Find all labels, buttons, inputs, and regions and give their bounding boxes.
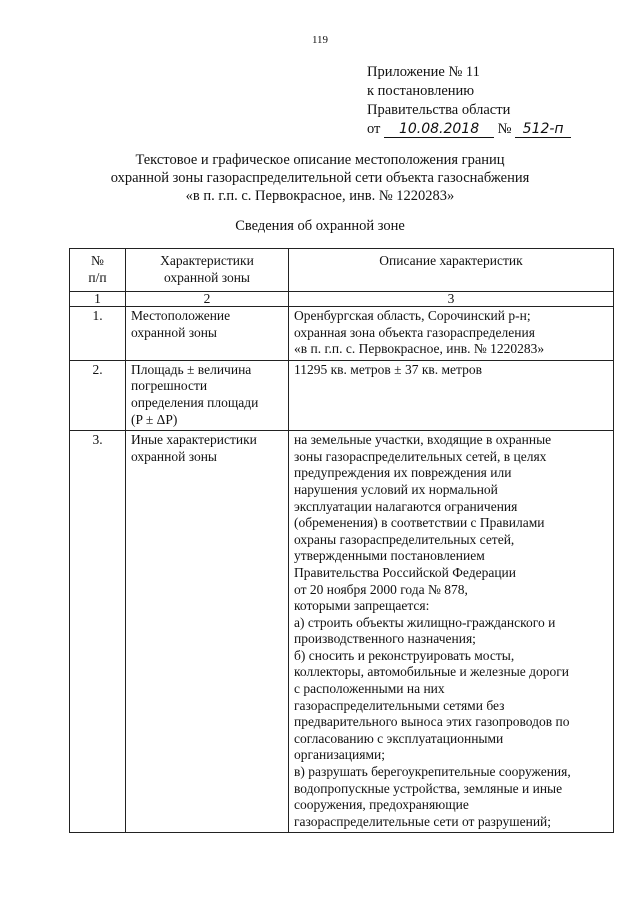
text-line: (обременения) в соответствии с Правилами bbox=[294, 515, 545, 531]
text-line: 11295 кв. метров ± 37 кв. метров bbox=[294, 361, 482, 377]
index-cell-1: 1 bbox=[70, 292, 126, 307]
row-description bbox=[289, 360, 614, 430]
appendix-block bbox=[367, 63, 571, 139]
text-line: с расположенными на них bbox=[294, 681, 445, 697]
title-line-2: охранной зоны газораспределительной сети объекта газоснабжения bbox=[110, 170, 530, 186]
row-characteristic bbox=[126, 307, 289, 361]
text-line: коллекторы, автомобильные и железные дороги bbox=[294, 664, 570, 680]
text-line: Оренбургская область, Сорочинский р-н; bbox=[294, 308, 531, 323]
appendix-line-3: Правительства области bbox=[367, 102, 511, 118]
row-description bbox=[289, 307, 614, 361]
appendix-date-row bbox=[367, 120, 571, 139]
table-index-row bbox=[70, 292, 614, 307]
header-characteristics bbox=[126, 249, 289, 292]
appendix-line-1: Приложение № 11 bbox=[367, 64, 480, 80]
text-line: производственного назначения; bbox=[294, 631, 476, 647]
header-number bbox=[70, 249, 126, 292]
number-label: № bbox=[497, 121, 512, 137]
page-number: 119 bbox=[311, 34, 329, 46]
header-characteristics-line-1: Характеристики bbox=[160, 252, 254, 268]
text-line: Местоположение bbox=[131, 308, 231, 323]
text-line: Площадь ± величина bbox=[131, 361, 252, 377]
zone-info-table bbox=[69, 248, 614, 833]
text-line: Иные характеристики bbox=[131, 432, 257, 448]
text-line: в) разрушать берегоукрепительные сооружения, bbox=[294, 764, 571, 780]
row-number: 2. bbox=[70, 360, 126, 430]
text-line: погрешности bbox=[131, 378, 208, 394]
text-line: охранной зоны bbox=[131, 448, 218, 464]
row-number: 1. bbox=[70, 307, 126, 361]
cut-off-next-line bbox=[180, 893, 570, 899]
text-line: предупреждения их повреждения или bbox=[294, 465, 512, 481]
document-title bbox=[0, 151, 640, 205]
section-subtitle: Сведения об охранной зоне bbox=[235, 218, 405, 234]
text-line: согласованию с эксплуатационными bbox=[294, 730, 504, 746]
index-cell-2: 2 bbox=[126, 292, 289, 307]
text-line: на земельные участки, входящие в охранные bbox=[294, 432, 552, 448]
table-row bbox=[70, 431, 614, 833]
text-line: нарушения условий их нормальной bbox=[294, 481, 498, 497]
handwritten-number: 512-п bbox=[515, 122, 571, 138]
text-line: организациями; bbox=[294, 747, 385, 763]
table-row bbox=[70, 307, 614, 361]
text-line: от 20 ноября 2000 года № 878, bbox=[294, 581, 468, 597]
header-number-line-2: п/п bbox=[88, 269, 107, 285]
header-number-line-1: № bbox=[91, 252, 104, 268]
text-line: предварительного выноса этих газопроводов по bbox=[294, 714, 570, 730]
text-line: определения площади bbox=[131, 394, 259, 410]
header-description: Описание характеристик bbox=[289, 249, 614, 292]
handwritten-date: 10.08.2018 bbox=[384, 122, 494, 138]
from-label: от bbox=[367, 121, 381, 137]
text-line: газораспределительные сети от разрушений; bbox=[294, 813, 552, 829]
header-characteristics-line-2: охранной зоны bbox=[163, 269, 250, 285]
text-line: охраны газораспределительных сетей, bbox=[294, 531, 515, 547]
text-line: (P ± ΔP) bbox=[131, 411, 178, 427]
text-line: водопропускные устройства, земляные и иные bbox=[294, 780, 563, 796]
row-description bbox=[289, 431, 614, 833]
title-line-1: Текстовое и графическое описание местоположения границ bbox=[135, 152, 505, 168]
text-line: охранной зоны bbox=[131, 324, 218, 340]
text-line: а) строить объекты жилищно-гражданского и bbox=[294, 614, 556, 630]
index-cell-3: 3 bbox=[289, 292, 614, 307]
text-line: которыми запрещается: bbox=[294, 598, 430, 614]
text-line: «в п. г.п. с. Первокрасное, инв. № 1220283» bbox=[294, 341, 545, 357]
appendix-line-2: к постановлению bbox=[367, 83, 475, 99]
row-characteristic bbox=[126, 431, 289, 833]
text-line: охранная зона объекта газораспределения bbox=[294, 324, 535, 340]
text-line: эксплуатации налагаются ограничения bbox=[294, 498, 518, 514]
row-number: 3. bbox=[70, 431, 126, 833]
text-line: утвержденными постановлением bbox=[294, 548, 485, 564]
text-line: сооружения, предохраняющие bbox=[294, 797, 469, 813]
title-line-3: «в п. г.п. с. Первокрасное, инв. № 1220283» bbox=[185, 188, 455, 204]
text-line: зоны газораспределительных сетей, в целях bbox=[294, 448, 547, 464]
table-row bbox=[70, 360, 614, 430]
text-line: б) сносить и реконструировать мосты, bbox=[294, 647, 515, 663]
text-line: газораспределительными сетями без bbox=[294, 697, 505, 713]
table-header-row bbox=[70, 249, 614, 292]
row-characteristic bbox=[126, 360, 289, 430]
text-line: Правительства Российской Федерации bbox=[294, 564, 516, 580]
